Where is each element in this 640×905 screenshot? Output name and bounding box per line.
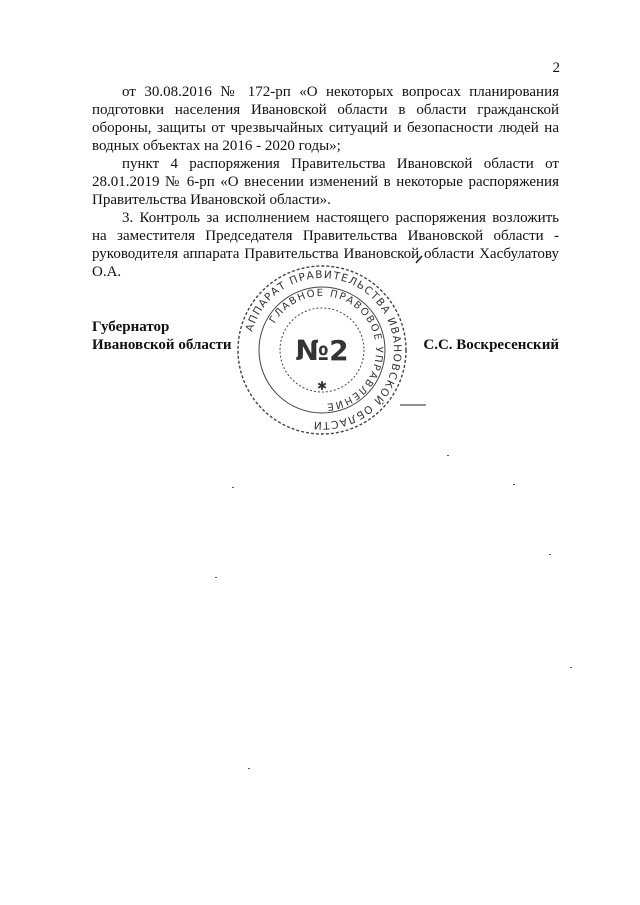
seal-outer-text: АППАРАТ ПРАВИТЕЛЬСТВА ИВАНОВСКОЙ ОБЛАСТИ	[243, 268, 404, 432]
scan-speck	[513, 484, 515, 485]
seal-star-icon: ✱	[316, 379, 328, 393]
seal-inner-text: ГЛАВНОЕ ПРАВОВОЕ УПРАВЛЕНИЕ	[267, 287, 385, 412]
scan-speck	[248, 768, 250, 769]
signatory-title-line1: Губернатор	[92, 319, 170, 335]
paragraph-point-4: пункт 4 распоряжения Правительства Ивановской области от 28.01.2019 № 6-рп «О внесении изменений в некоторые распоряжения Правительства Ивановской области».	[92, 156, 559, 208]
page-number: 2	[552, 60, 560, 76]
paragraph-control-clause: 3. Контроль за исполнением настоящего распоряжения возложить на заместителя Председателя Правительства Ивановской области - руководителя аппарата Правительства Ивановской области Хасбулатову О.А.	[92, 210, 559, 280]
seal-number: №2	[295, 334, 349, 367]
scan-speck	[232, 487, 234, 488]
scan-speck	[549, 554, 551, 555]
scan-speck	[447, 455, 449, 456]
signatory-title	[92, 318, 232, 354]
signature-block	[92, 318, 559, 358]
document-body	[92, 83, 559, 281]
scan-speck	[570, 667, 572, 668]
paragraph-prior-order: от 30.08.2016 № 172-рп «О некоторых вопросах планирования подготовки населения Ивановской области в области гражданской обороны, защиты от чрезвычайных ситуаций и безопасности людей на водных объектах на 2016 - 2020 годы»;	[92, 84, 559, 154]
scan-speck	[215, 577, 217, 578]
signatory-title-line2: Ивановской области	[92, 337, 232, 353]
signatory-name: С.С. Воскресенский	[423, 337, 559, 353]
